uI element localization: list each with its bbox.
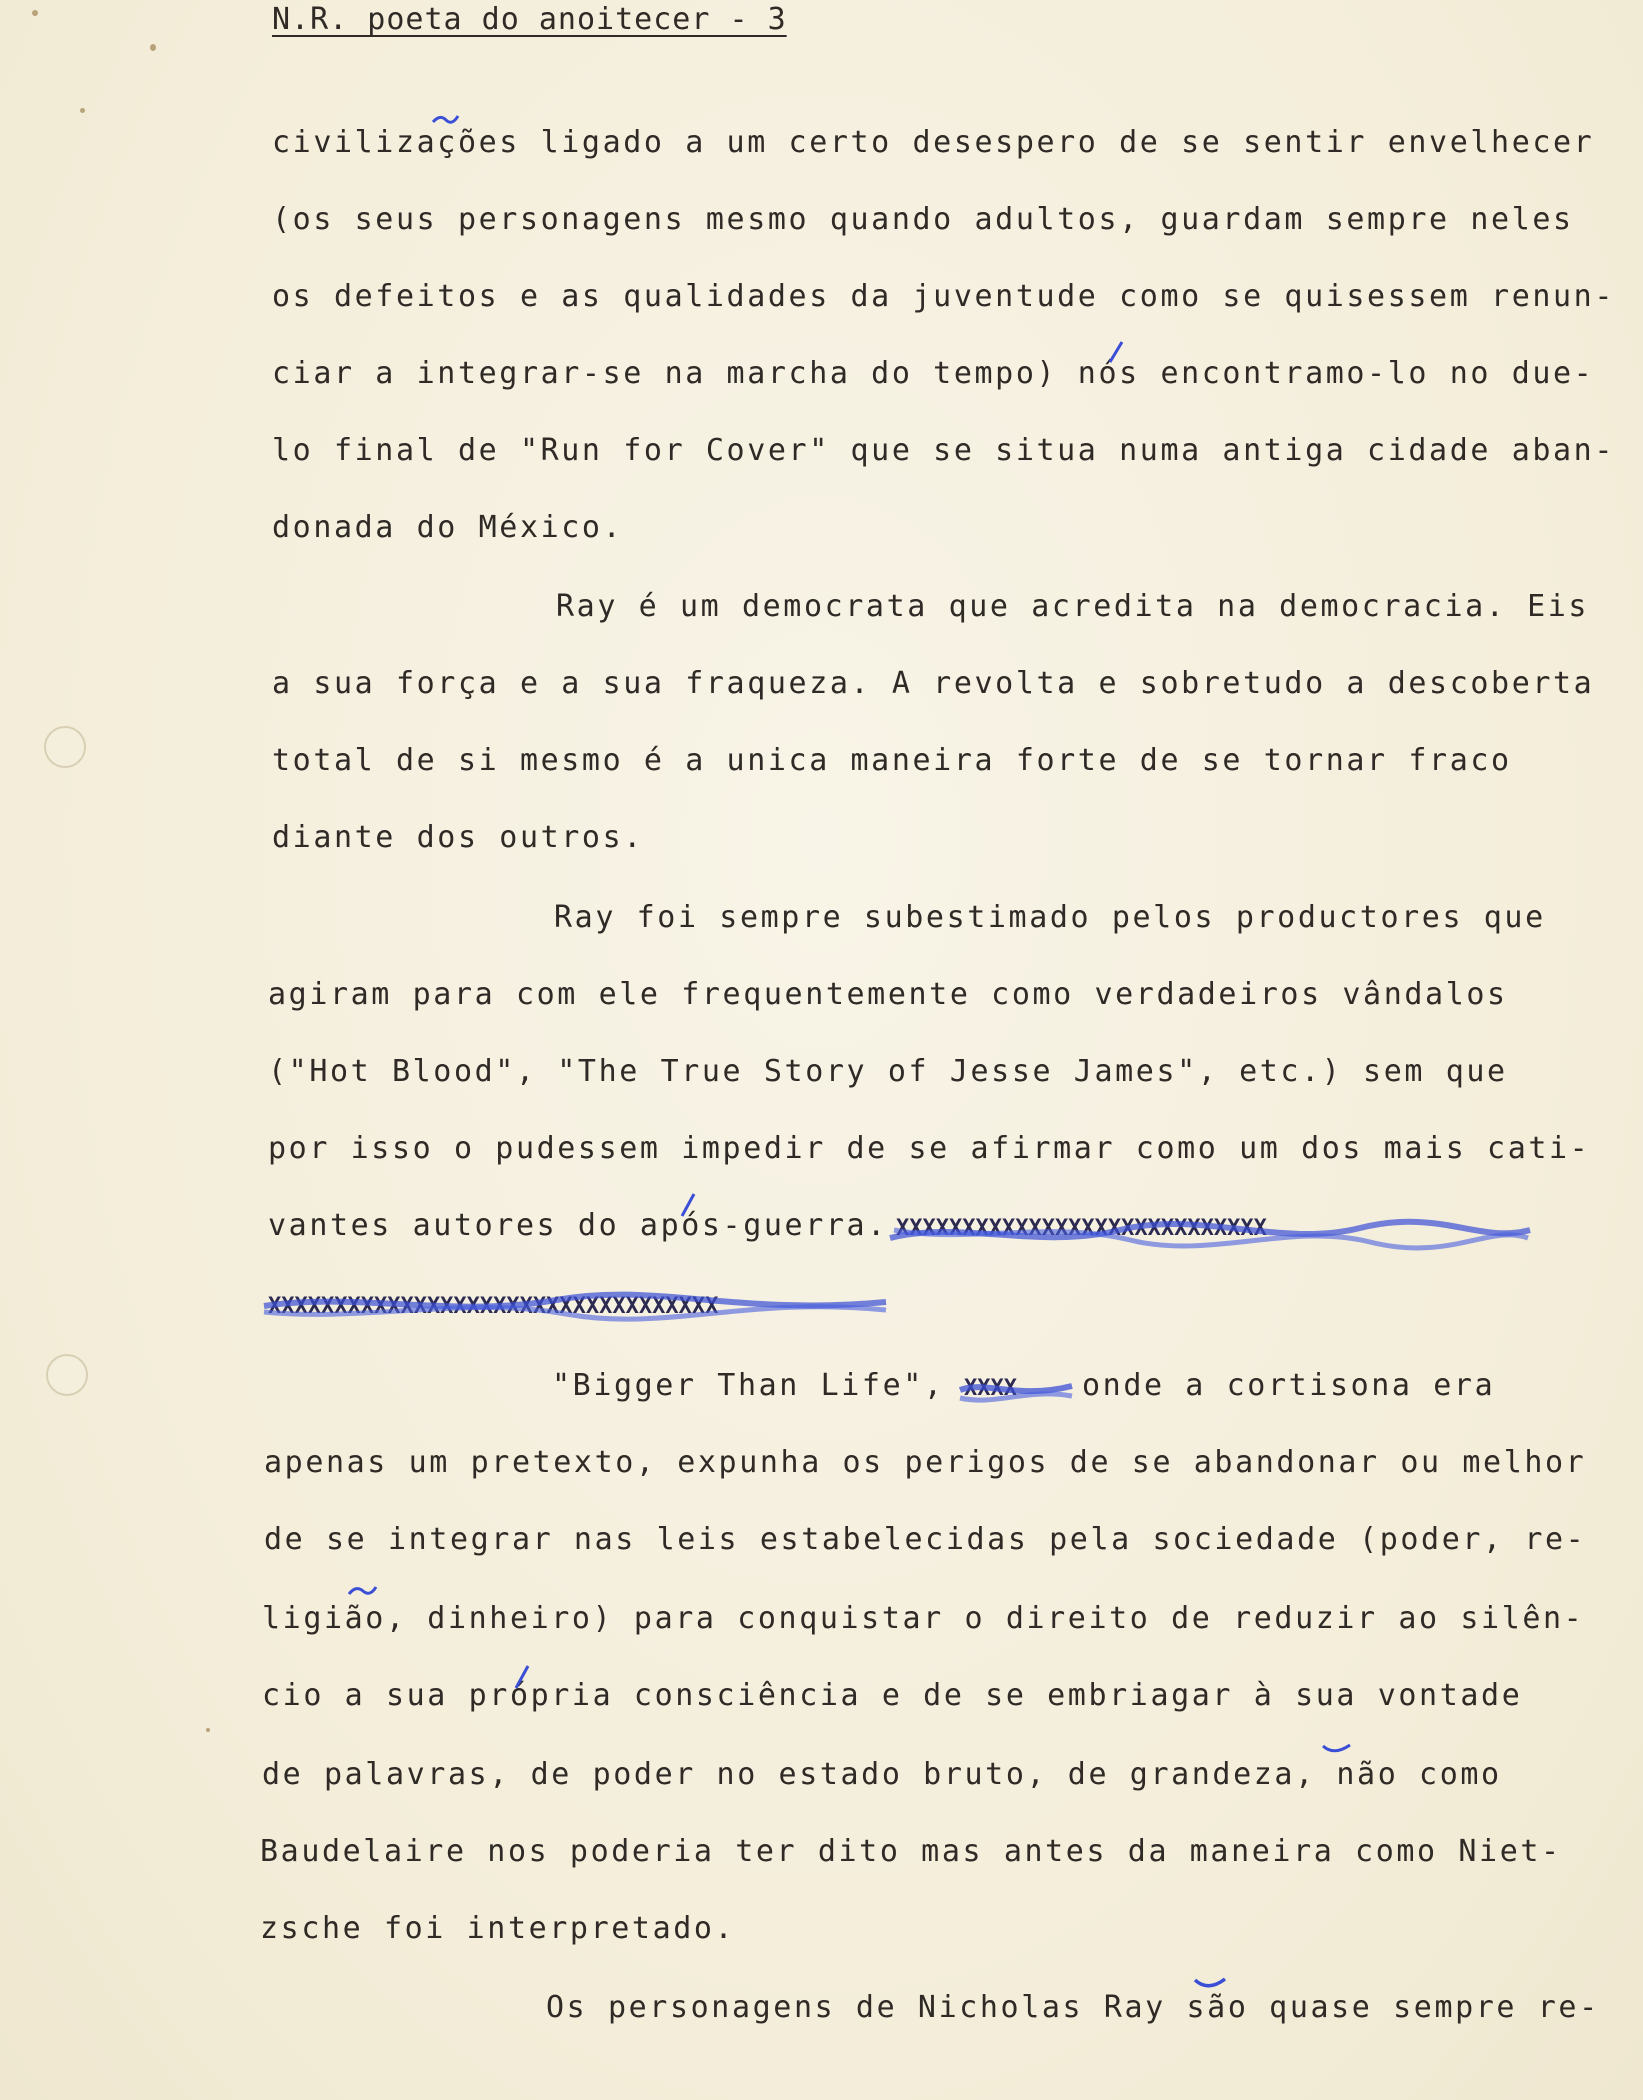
punch-hole-bottom (46, 1354, 88, 1396)
paper-speck (32, 10, 38, 16)
text-line: por isso o pudessem impedir de se afirmar como um dos mais cati- (268, 1131, 1591, 1166)
text-line: zsche foi interpretado. (260, 1911, 736, 1946)
page-header: N.R. poeta do anoitecer - 3 (272, 2, 787, 37)
text-line: civilizações ligado a um certo desespero de se sentir envelhecer (272, 125, 1595, 160)
text-line: diante dos outros. (272, 820, 644, 855)
text-line: total de si mesmo é a unica maneira forte de se tornar fraco (272, 743, 1512, 778)
blue-tilde-mark (346, 1582, 378, 1600)
text-line: ligião, dinheiro) para conquistar o direito de reduzir ao silên- (262, 1601, 1585, 1636)
text-line: apenas um pretexto, expunha os perigos de se abandonar ou melhor (264, 1445, 1587, 1480)
text-line: ("Hot Blood", "The True Story of Jesse James", etc.) sem que (268, 1054, 1508, 1089)
blue-tilde-mark (1320, 1740, 1352, 1758)
text-line: ciar a integrar-se na marcha do tempo) nós encontramo-lo no due- (272, 356, 1595, 391)
paper-speck (206, 1728, 210, 1732)
struck-text: XXXXXXXXXXXXXXXXXXXXXXXXXXXX (896, 1216, 1267, 1241)
text-line: agiram para com ele frequentemente como verdadeiros vândalos (268, 977, 1508, 1012)
text-line: Ray é um democrata que acredita na democracia. Eis (556, 589, 1590, 624)
text-line: a sua força e a sua fraqueza. A revolta e sobretudo a descoberta (272, 666, 1595, 701)
text-line: de se integrar nas leis estabelecidas pela sociedade (poder, re- (264, 1522, 1587, 1557)
paper-speck (150, 44, 156, 51)
struck-text: XXXXXXXXXXXXXXXXXXXXXXXXXXXXXXXXXX (268, 1294, 719, 1319)
text-line: Baudelaire nos poderia ter dito mas antes da maneira como Niet- (260, 1834, 1562, 1869)
text-line: "Bigger Than Life", (552, 1368, 945, 1403)
text-line: lo final de "Run for Cover" que se situa numa antiga cidade aban- (272, 433, 1615, 468)
struck-text: XXXX (964, 1376, 1017, 1401)
paper-speck (80, 108, 85, 113)
text-line: onde a cortisona era (1082, 1368, 1496, 1403)
text-line: de palavras, de poder no estado bruto, de grandeza, não como (262, 1757, 1502, 1792)
text-line: os defeitos e as qualidades da juventude como se quisessem renun- (272, 279, 1615, 314)
punch-hole-top (44, 726, 86, 768)
text-line: (os seus personagens mesmo quando adultos, guardam sempre neles (272, 202, 1574, 237)
text-line: cio a sua própria consciência e de se embriagar à sua vontade (262, 1678, 1523, 1713)
text-line: donada do México. (272, 510, 624, 545)
text-line: Ray foi sempre subestimado pelos productores que (554, 900, 1546, 935)
text-line: vantes autores do após-guerra. (268, 1208, 888, 1243)
text-line: Os personagens de Nicholas Ray são quase sempre re- (546, 1990, 1600, 2025)
